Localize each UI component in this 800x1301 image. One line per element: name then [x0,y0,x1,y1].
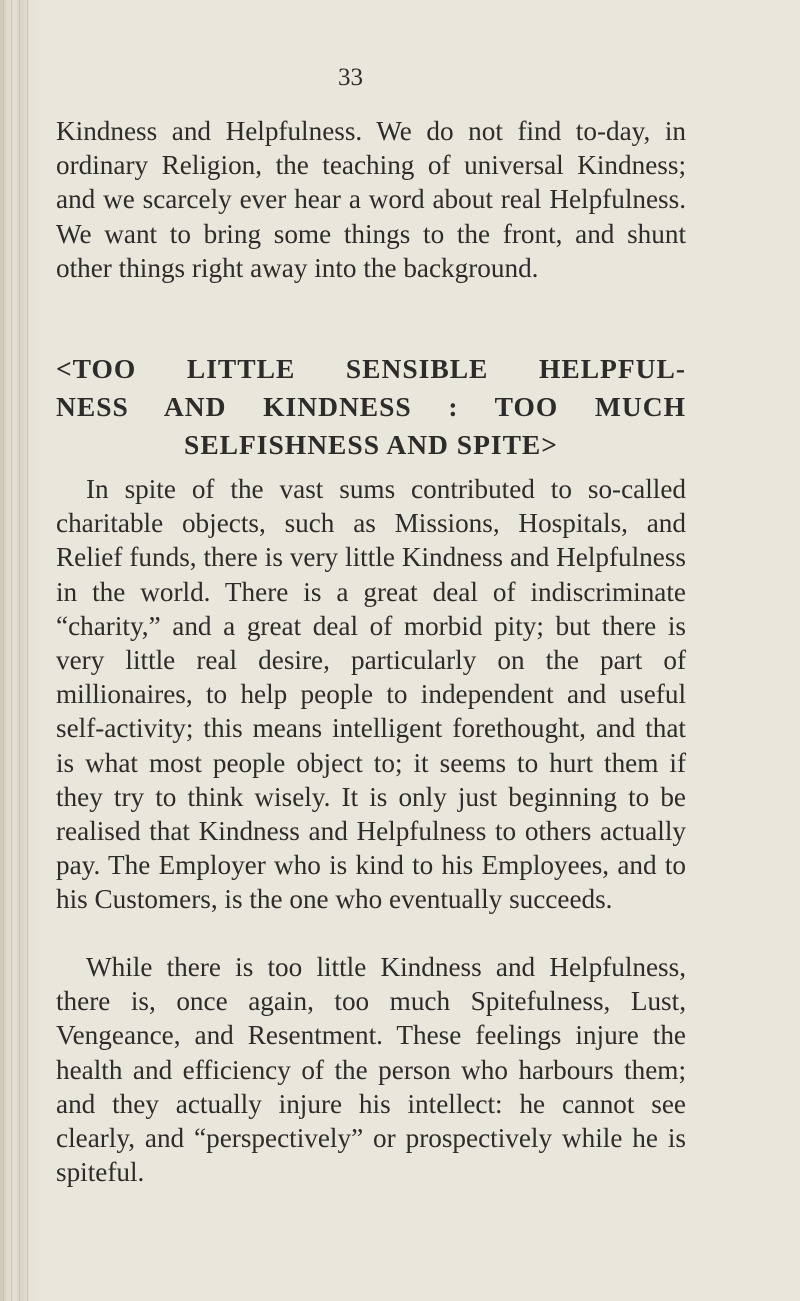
section-heading [56,350,686,464]
gutter-edge-line [11,0,12,1301]
page-number: 33 [338,64,363,91]
body-paragraph: In spite of the vast sums contributed to so-called charitable objects, such as Missions, Hospitals, and Relief funds, there is very little Kindness and Helpfulness in the world. There is a great deal of indiscriminate “charity,” and a great deal of morbid pity; but there is very little real desire, particularly on the part of millionaires, to help people to independent and useful self-activity; this means intelligent forethought, and that is what most people object to; it seems to hurt them if they try to think wisely. It is only just beginning to be realised that Kindness and Helpfulness to others actually pay. The Employer who is kind to his Employees, and to his Customers, is the one who eventually succeeds. [56,474,686,915]
gutter-edge-line [19,0,20,1301]
heading-line-1: <TOO LITTLE SENSIBLE HELPFUL- [56,353,686,384]
gutter-edge-line [27,0,28,1301]
heading-line-3: SELFISHNESS AND SPITE> [184,429,558,460]
intro-paragraph: Kindness and Helpfulness. We do not find to-day, in ordinary Religion, the teaching of universal Kindness; and we scarcely ever hear a word about real Helpfulness. We want to bring some things to the front, and shunt other things right away into the background. [56,116,686,283]
gutter-edge-line [3,0,4,1301]
heading-line-2: NESS AND KINDNESS : TOO MUCH [56,391,686,422]
book-gutter [0,0,40,1301]
body-paragraph: While there is too little Kindness and Helpfulness, there is, once again, too much Spitefulness, Lust, Vengeance, and Resentment. These feelings injure the health and efficiency of the person who harbours them; and they actually injure his intellect: he cannot see clearly, and “perspectively” or prospectively while he is spiteful. [56,952,686,1188]
